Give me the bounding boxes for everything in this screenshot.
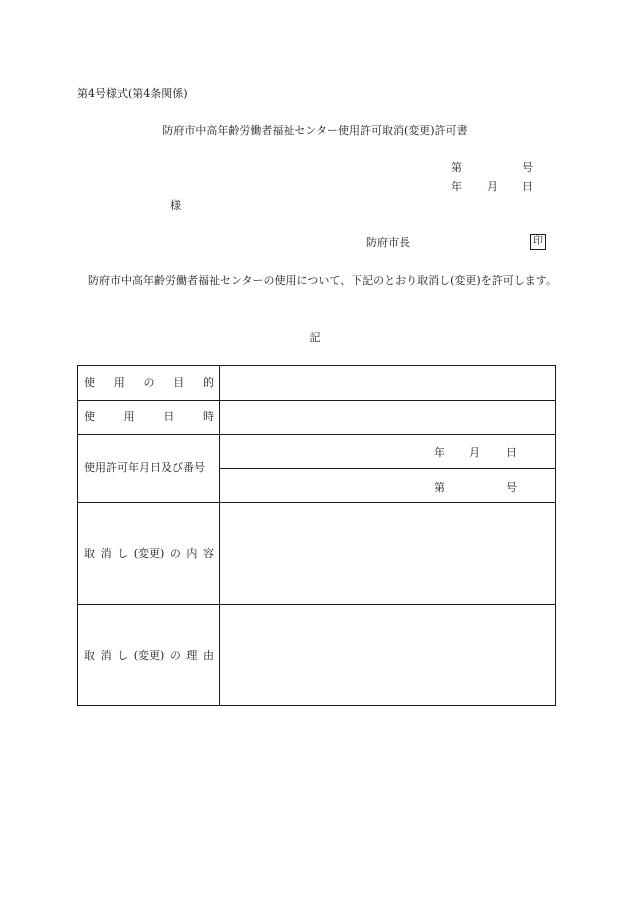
label-char: 由 bbox=[202, 649, 214, 662]
label-usage-datetime bbox=[84, 411, 214, 422]
label-text: 使用許可年月日及び番号 bbox=[84, 461, 205, 474]
permit-number-suffix: 号 bbox=[506, 481, 517, 494]
label-purpose bbox=[84, 377, 214, 388]
label-char: 使 bbox=[84, 410, 95, 423]
label-char: し bbox=[117, 649, 129, 662]
label-char: (変更) bbox=[133, 649, 165, 662]
row-divider bbox=[78, 400, 555, 401]
row-divider bbox=[78, 434, 555, 435]
ki-heading: 記 bbox=[309, 331, 321, 344]
doc-date-month: 月 bbox=[487, 180, 498, 193]
doc-date-day: 日 bbox=[522, 180, 533, 193]
permit-number-prefix: 第 bbox=[434, 481, 445, 494]
label-cancel-reason bbox=[84, 650, 214, 661]
label-char: 目 bbox=[173, 376, 185, 389]
details-table bbox=[77, 365, 556, 706]
issuer-name: 防府市長 bbox=[366, 236, 410, 249]
seal-mark: 印 bbox=[530, 234, 546, 250]
document-title: 防府市中高年齢労働者福祉センター使用許可取消(変更)許可書 bbox=[162, 124, 468, 137]
doc-number-suffix: 号 bbox=[522, 161, 533, 174]
label-char: の bbox=[169, 649, 181, 662]
label-char: 的 bbox=[203, 376, 214, 389]
label-char: の bbox=[169, 547, 181, 560]
label-char: の bbox=[143, 376, 155, 389]
sub-row-divider bbox=[219, 468, 556, 469]
label-char: 理 bbox=[186, 649, 198, 662]
addressee-honorific: 様 bbox=[170, 199, 181, 212]
label-char: 取 bbox=[84, 547, 95, 560]
label-cancel-content bbox=[84, 548, 214, 559]
label-char: し bbox=[117, 547, 129, 560]
row-divider bbox=[78, 502, 555, 503]
label-char: 日 bbox=[163, 410, 175, 423]
doc-date-year: 年 bbox=[451, 180, 462, 193]
row-divider bbox=[78, 604, 555, 605]
label-char: 時 bbox=[202, 410, 214, 423]
body-paragraph: 防府市中高年齢労働者福祉センターの使用について、下記のとおり取消し(変更)を許可します。 bbox=[88, 274, 557, 287]
permit-date-day: 日 bbox=[506, 446, 517, 459]
label-char: 消 bbox=[100, 547, 112, 560]
label-char: 容 bbox=[202, 547, 214, 560]
form-number-label: 第4号様式(第4条関係) bbox=[77, 87, 188, 100]
label-char: 用 bbox=[113, 376, 125, 389]
table-column-divider bbox=[219, 366, 220, 705]
label-char: (変更) bbox=[133, 547, 165, 560]
label-permit-date-number bbox=[84, 462, 214, 473]
label-char: 内 bbox=[186, 547, 198, 560]
label-char: 取 bbox=[84, 649, 95, 662]
permit-date-year: 年 bbox=[434, 446, 445, 459]
permit-date-month: 月 bbox=[469, 446, 480, 459]
label-char: 使 bbox=[84, 376, 95, 389]
label-char: 用 bbox=[123, 410, 135, 423]
doc-number-prefix: 第 bbox=[451, 161, 462, 174]
label-char: 消 bbox=[100, 649, 112, 662]
